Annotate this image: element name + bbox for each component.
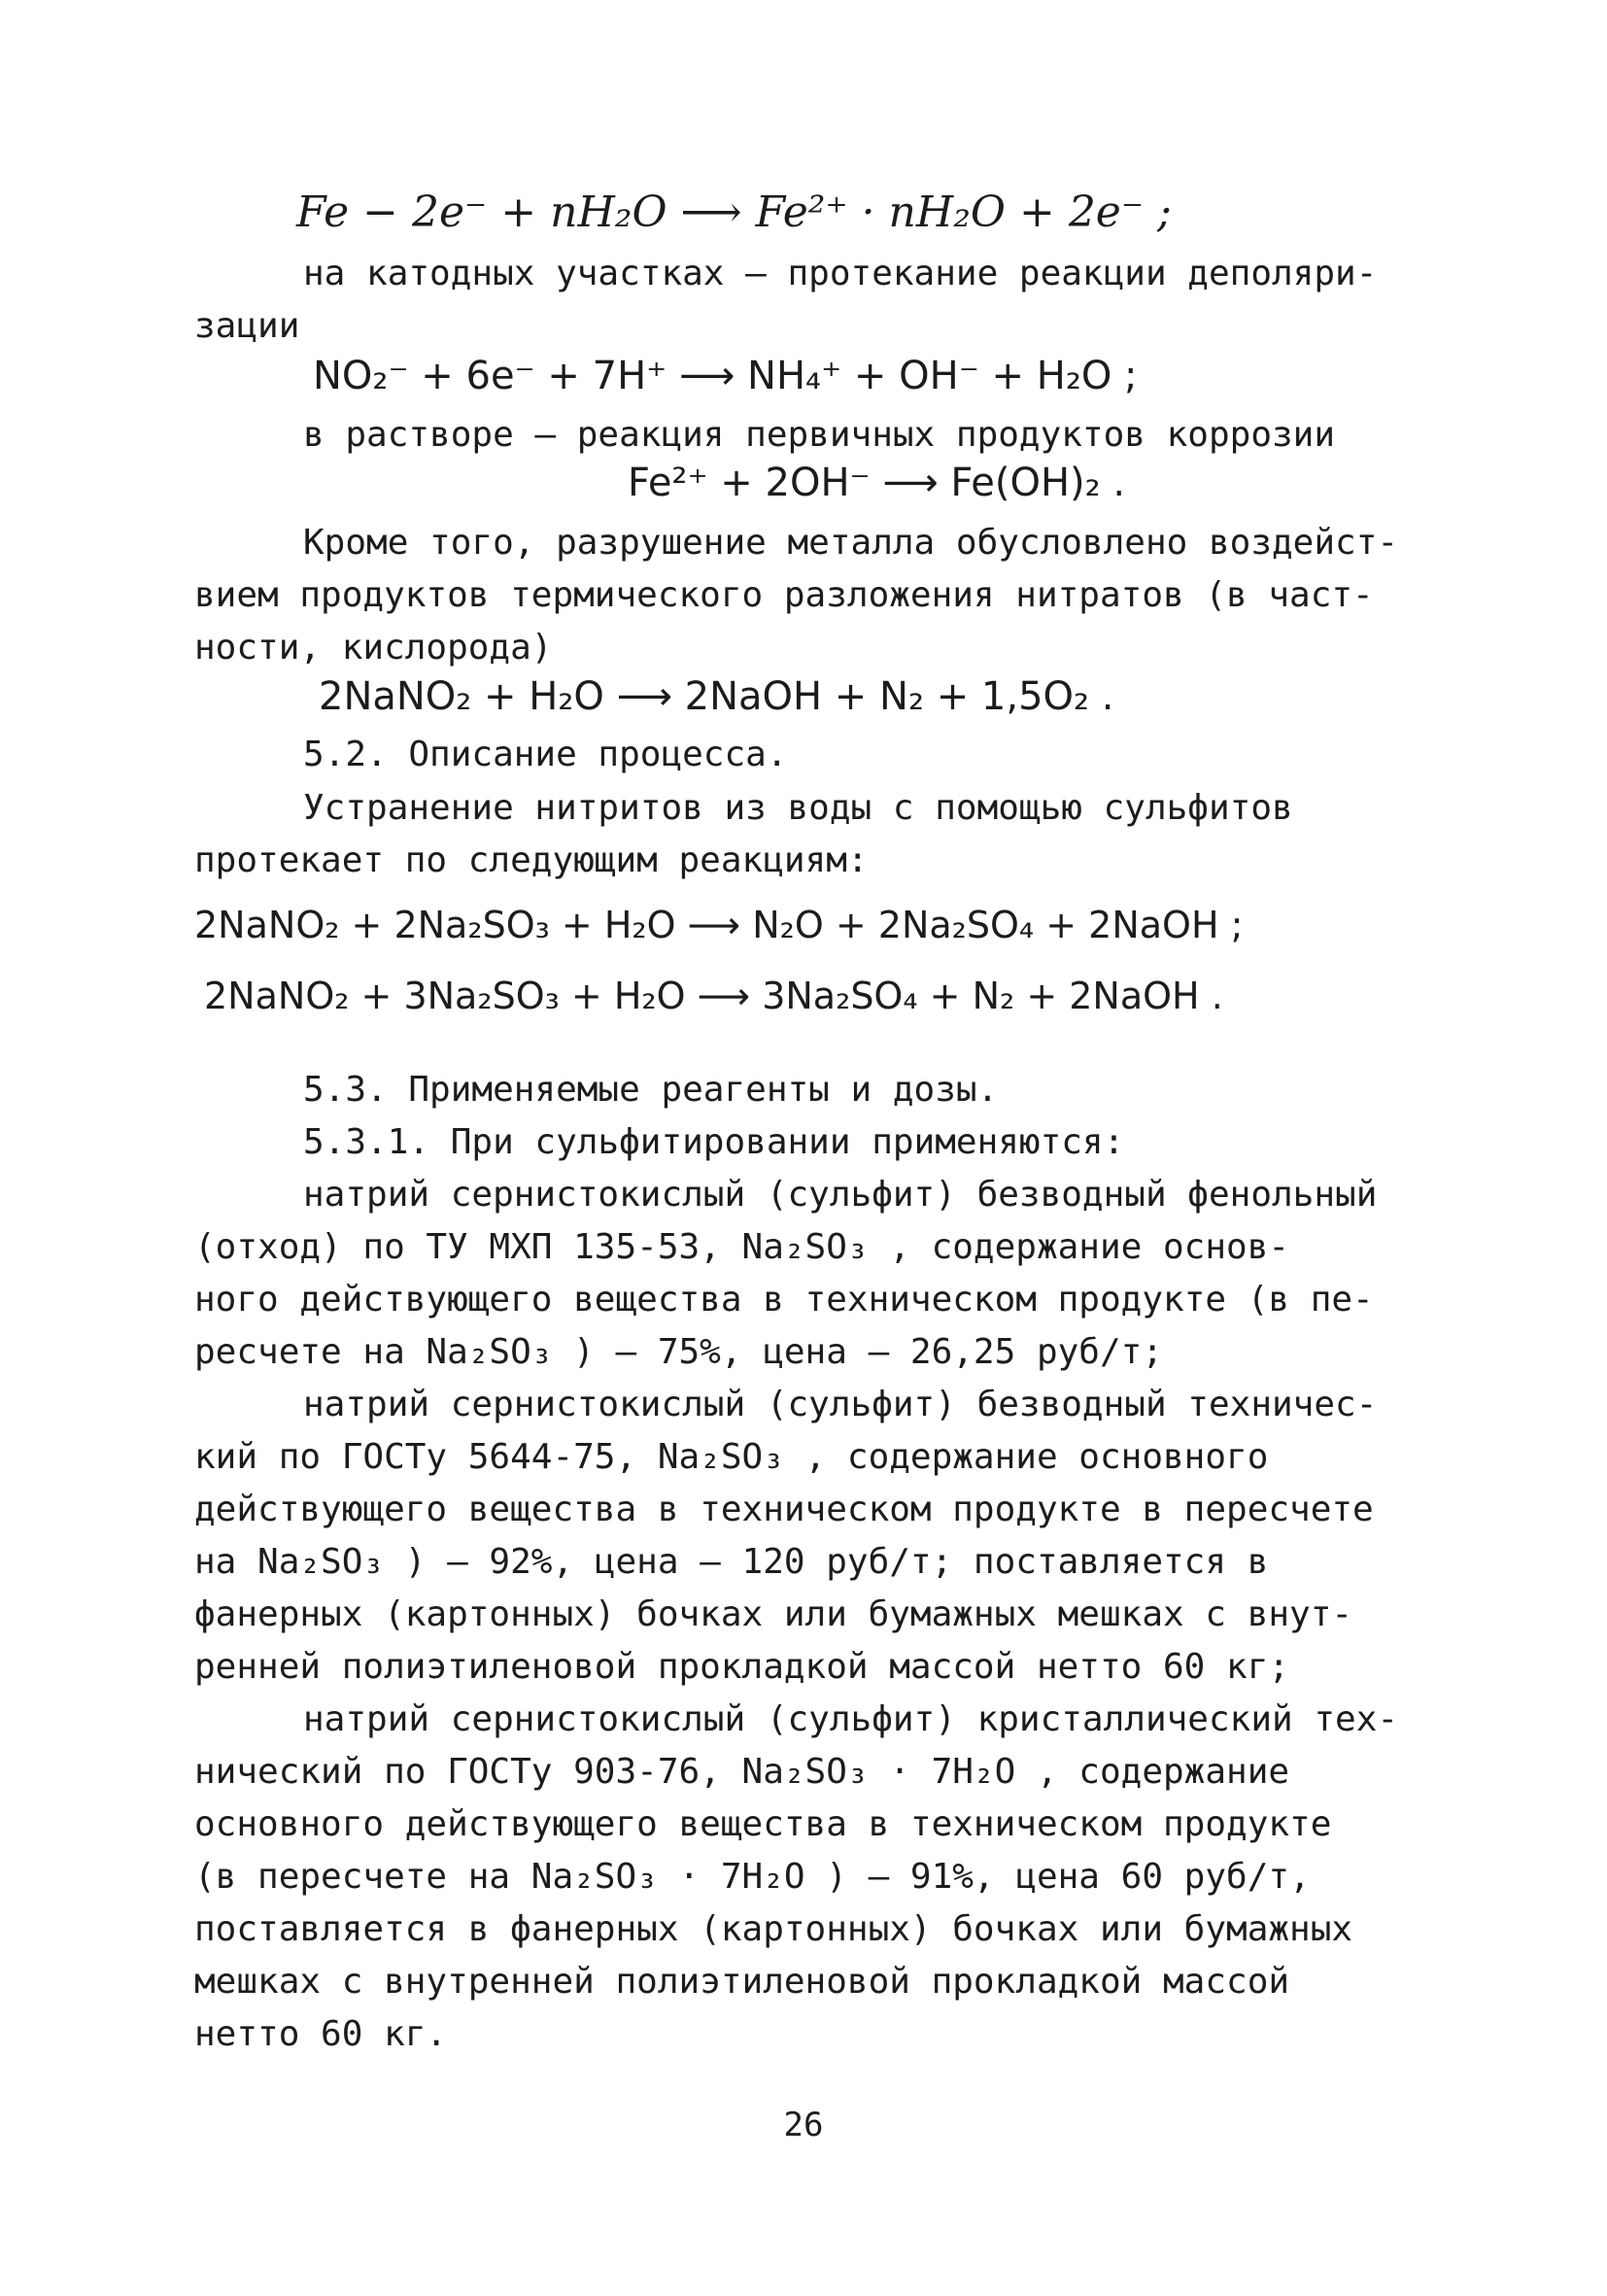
- equation-iron-oxidation: Fe − 2e⁻ + nH₂O ⟶ Fe²⁺ · nH₂O + 2e⁻ ;: [296, 188, 1172, 237]
- text-line: нетто 60 кг.: [194, 2014, 448, 2054]
- equation-sulfite-reaction-2: 2NaNO₂ + 3Na₂SO₃ + H₂O ⟶ 3Na₂SO₄ + N₂ + 2NaOH .: [204, 975, 1223, 1017]
- text-line: основного действующего вещества в техническом продукте: [194, 1804, 1332, 1844]
- text-line: нический по ГОСТу 903-76, Na₂SO₃ · 7H₂O , содержание: [194, 1752, 1290, 1792]
- text-line: ного действующего вещества в техническом продукте (в пе-: [194, 1280, 1374, 1319]
- text-line: натрий сернистокислый (сульфит) кристаллический тех-: [303, 1699, 1399, 1739]
- text-line: натрий сернистокислый (сульфит) безводный фенольный: [303, 1175, 1378, 1215]
- text-line: (в пересчете на Na₂SO₃ · 7H₂O ) – 91%, цена 60 руб/т,: [194, 1857, 1311, 1897]
- text-line: Кроме того, разрушение металла обусловлено воздейст-: [303, 523, 1399, 563]
- text-line: мешках с внутренней полиэтиленовой прокладкой массой: [194, 1962, 1290, 2002]
- equation-depolarization: NO₂⁻ + 6e⁻ + 7H⁺ ⟶ NH₄⁺ + OH⁻ + H₂O ;: [313, 354, 1138, 398]
- text-line: ресчете на Na₂SO₃ ) – 75%, цена – 26,25 руб/т;: [194, 1332, 1163, 1372]
- text-line: Устранение нитритов из воды с помощью сульфитов: [303, 788, 1293, 828]
- equation-iron-hydroxide: Fe²⁺ + 2OH⁻ ⟶ Fe(OH)₂ .: [628, 461, 1126, 505]
- page-number: 26: [783, 2106, 824, 2144]
- text-line: на Na₂SO₃ ) – 92%, цена – 120 руб/т; поставляется в: [194, 1542, 1269, 1582]
- text-line: действующего вещества в техническом продукте в пересчете: [194, 1490, 1374, 1529]
- text-line: поставляется в фанерных (картонных) бочках или бумажных: [194, 1909, 1353, 1949]
- equation-nitrite-decomposition: 2NaNO₂ + H₂O ⟶ 2NaOH + N₂ + 1,5O₂ .: [319, 674, 1114, 719]
- section-heading-5-2: 5.2. Описание процесса.: [303, 735, 788, 774]
- section-heading-5-3-1: 5.3.1. При сульфитировании применяются:: [303, 1122, 1125, 1162]
- text-line: на катодных участках – протекание реакции деполяри-: [303, 254, 1378, 293]
- text-line: зации: [194, 306, 300, 346]
- text-line: фанерных (картонных) бочках или бумажных мешках с внут-: [194, 1594, 1353, 1634]
- text-line: (отход) по ТУ МХП 135-53, Na₂SO₃ , содержание основ-: [194, 1227, 1290, 1267]
- equation-sulfite-reaction-1: 2NaNO₂ + 2Na₂SO₃ + H₂O ⟶ N₂O + 2Na₂SO₄ + 2NaOH ;: [194, 904, 1244, 946]
- text-line: кий по ГОСТу 5644-75, Na₂SO₃ , содержание основного: [194, 1437, 1269, 1477]
- text-line: ренней полиэтиленовой прокладкой массой нетто 60 кг;: [194, 1647, 1290, 1687]
- section-heading-5-3: 5.3. Применяемые реагенты и дозы.: [303, 1070, 999, 1110]
- text-line: натрий сернистокислый (сульфит) безводный техничес-: [303, 1385, 1378, 1424]
- text-line: вием продуктов термического разложения нитратов (в част-: [194, 575, 1374, 615]
- text-line: ности, кислорода): [194, 628, 553, 668]
- text-line: в растворе – реакция первичных продуктов коррозии: [303, 415, 1336, 455]
- text-line: протекает по следующим реакциям:: [194, 840, 869, 880]
